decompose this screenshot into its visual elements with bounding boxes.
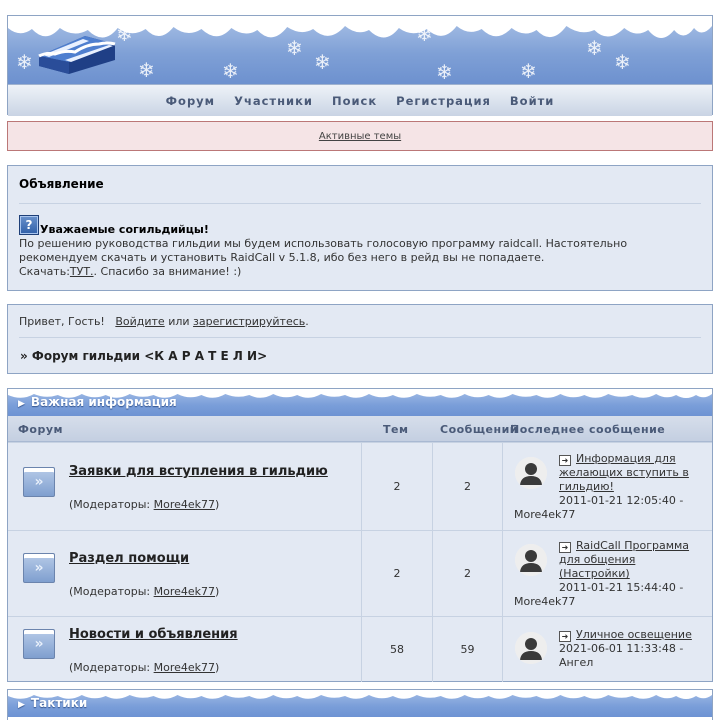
moderator-link[interactable]: More4ek77: [153, 661, 216, 674]
forum-icon: »: [23, 553, 55, 583]
download-link[interactable]: ТУТ.: [69, 265, 94, 278]
column-header-posts: Сообщений: [440, 423, 519, 436]
snowflake-icon: ❄: [314, 50, 331, 74]
greeting-line: Привет, Гость! Войдите или зарегистрируйтесь.: [19, 315, 309, 328]
category-title[interactable]: [18, 395, 177, 409]
last-post-author: More4ek77: [514, 508, 576, 521]
snowflake-icon: ❄: [286, 36, 303, 60]
forum-breadcrumb: » Форум гильдии <К А Р А Т Е Л И>: [20, 349, 268, 363]
divider: [19, 203, 701, 204]
active-topics-bar: [7, 121, 713, 151]
site-logo[interactable]: [35, 30, 117, 74]
announcement-body: [19, 237, 699, 279]
forum-link[interactable]: Заявки для вступления в гильдию: [69, 464, 328, 479]
topics-count: 58: [361, 617, 432, 682]
category-tactics: [7, 689, 713, 720]
last-topic-link[interactable]: для общения: [559, 553, 636, 566]
moderators-label: (Модераторы:: [69, 585, 151, 598]
forum-row: [8, 442, 712, 530]
divider: [19, 337, 701, 338]
snowflake-icon: ❄: [222, 59, 239, 83]
forum-cell: [8, 531, 361, 616]
greeting-or: или: [168, 315, 190, 328]
snowflake-icon: ❄: [116, 22, 133, 46]
category-title[interactable]: [18, 696, 87, 710]
column-headers: [8, 416, 712, 442]
last-topic-link[interactable]: гильдию!: [559, 480, 614, 493]
announcement-title: Объявление: [19, 177, 104, 191]
last-topic-link[interactable]: (Настройки): [559, 567, 630, 580]
nav-forum-link[interactable]: Форум: [165, 93, 216, 108]
post-arrow-icon: ➜: [559, 631, 571, 642]
snowflake-icon: ❄: [16, 50, 33, 74]
topics-count: 2: [361, 443, 432, 530]
moderators-suffix: ): [215, 661, 220, 674]
forum-link[interactable]: Раздел помощи: [69, 551, 190, 566]
snowflake-icon: ❄: [614, 50, 631, 74]
forum-link[interactable]: Новости и объявления: [69, 627, 238, 642]
last-post-cell: [502, 531, 712, 616]
announcement-line: рекомендуем скачать и установить RaidCall v 5.1.8, ибо без него в рейд вы не попадаете.: [19, 251, 545, 264]
posts-count: 2: [432, 443, 502, 530]
user-avatar-icon: [515, 544, 547, 576]
moderator-link[interactable]: More4ek77: [153, 498, 216, 511]
forum-cell: [8, 443, 361, 530]
forum-moderators: [69, 498, 219, 511]
snowflake-icon: ❄: [436, 60, 453, 84]
moderator-link[interactable]: More4ek77: [153, 585, 216, 598]
expand-arrow-icon: ▶: [18, 399, 25, 409]
nav-login-link[interactable]: Войти: [509, 93, 555, 108]
greeting-text: Привет, Гость!: [19, 315, 105, 328]
last-post-info: [559, 539, 702, 595]
post-arrow-icon: ➜: [559, 542, 571, 553]
snowflake-icon: ❄: [416, 22, 433, 46]
announcement-panel: [7, 165, 713, 291]
posts-count: 59: [432, 617, 502, 682]
topics-count: 2: [361, 531, 432, 616]
snowflake-icon: ❄: [520, 59, 537, 83]
announcement-download-line: [19, 265, 699, 279]
last-post-info: [559, 628, 702, 670]
last-post-author: More4ek77: [514, 595, 576, 608]
moderators-suffix: ): [215, 585, 220, 598]
category-header: [8, 690, 712, 717]
last-post-author: Ангел: [559, 656, 594, 669]
category-header: [8, 389, 712, 416]
active-topics-link[interactable]: Активные темы: [318, 130, 402, 142]
last-post-info: [559, 452, 702, 508]
main-navigation: [8, 84, 712, 116]
last-topic-link[interactable]: Уличное освещение: [576, 628, 692, 641]
post-arrow-icon: ➜: [559, 455, 571, 466]
last-topic-link[interactable]: RaidCall Программа: [576, 539, 690, 552]
announcement-heading: Уважаемые согильдийцы!: [40, 223, 209, 236]
nav-members-link[interactable]: Участники: [234, 93, 313, 108]
forum-row: [8, 530, 712, 616]
snowflake-icon: ❄: [138, 58, 155, 82]
moderators-label: (Модераторы:: [69, 498, 151, 511]
snow-cap-decoration: [8, 690, 712, 702]
nav-register-link[interactable]: Регистрация: [396, 93, 491, 108]
download-prefix: Скачать:: [19, 265, 70, 278]
column-header-forum: Форум: [18, 423, 64, 436]
forum-moderators: [69, 661, 219, 674]
category-title-text: Важная информация: [30, 395, 177, 409]
forum-cell: [8, 617, 361, 682]
help-icon: ?: [19, 215, 39, 235]
last-post-date: 2021-06-01 11:33:48 -: [559, 642, 684, 655]
posts-count: 2: [432, 531, 502, 616]
site-header: [7, 15, 713, 115]
announcement-line: По решению руководства гильдии мы будем использовать голосовую программу raidcall. Настоятельно: [19, 237, 628, 250]
column-header-last-post: Последнее сообщение: [510, 423, 666, 436]
category-important-info: [7, 388, 713, 682]
expand-arrow-icon: ▶: [18, 700, 25, 710]
moderators-suffix: ): [215, 498, 220, 511]
last-post-date: 2011-01-21 12:05:40 -: [559, 494, 684, 507]
greeting-panel: [7, 304, 713, 374]
category-title-text: Тактики: [30, 696, 88, 710]
moderators-label: (Модераторы:: [69, 661, 151, 674]
snowflake-icon: ❄: [586, 36, 603, 60]
last-post-cell: [502, 617, 712, 682]
download-suffix: . Спасибо за внимание! :): [93, 265, 242, 278]
login-link[interactable]: Войдите: [115, 315, 165, 328]
nav-search-link[interactable]: Поиск: [331, 93, 378, 108]
user-avatar-icon: [515, 632, 547, 664]
column-header-topics: Тем: [383, 423, 409, 436]
forum-row: [8, 616, 712, 682]
last-topic-link[interactable]: желающих вступить в: [559, 466, 689, 479]
header-banner: [8, 16, 712, 84]
last-topic-link[interactable]: Информация для: [576, 452, 676, 465]
last-post-cell: [502, 443, 712, 530]
forum-moderators: [69, 585, 219, 598]
register-link[interactable]: зарегистрируйтесь: [193, 315, 306, 328]
user-avatar-icon: [515, 457, 547, 489]
forum-icon: »: [23, 467, 55, 497]
last-post-date: 2011-01-21 15:44:40 -: [559, 581, 684, 594]
forum-icon: »: [23, 629, 55, 659]
